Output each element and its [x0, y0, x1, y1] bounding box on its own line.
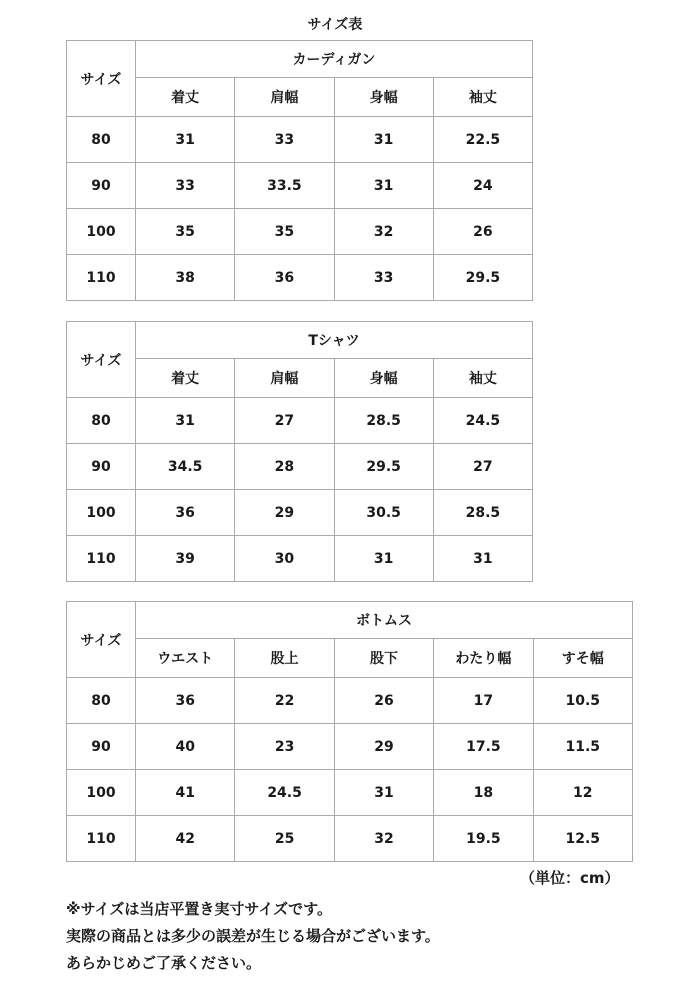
table-cell: 26: [433, 209, 532, 255]
table-header-row: [67, 322, 533, 359]
table-cell: 17.5: [434, 724, 533, 770]
table-cell: 33.5: [235, 163, 334, 209]
table-cell: 29.5: [334, 444, 433, 490]
size-column-header: サイズ: [67, 322, 136, 398]
table-row: [67, 163, 533, 209]
measurement-header-row: [67, 359, 533, 398]
note-line: 実際の商品とは多少の誤差が生じる場合がございます。: [66, 927, 440, 945]
table-cell: 30.5: [334, 490, 433, 536]
table-cell: 11.5: [533, 724, 632, 770]
tshirt-size-table: [66, 321, 533, 582]
table-row: [67, 255, 533, 301]
product-name-header: ボトムス: [136, 602, 633, 639]
table-cell: 24: [433, 163, 532, 209]
column-header: 着丈: [136, 359, 235, 398]
size-cell: 100: [67, 209, 136, 255]
table-cell: 35: [136, 209, 235, 255]
size-cell: 80: [67, 398, 136, 444]
table-cell: 33: [136, 163, 235, 209]
table-row: [67, 117, 533, 163]
table-cell: 12.5: [533, 816, 632, 862]
product-name-header: カーディガン: [136, 41, 533, 78]
table-cell: 23: [235, 724, 334, 770]
unit-note: （単位：cm）: [520, 869, 620, 887]
table-cell: 33: [334, 255, 433, 301]
column-header: 股上: [235, 639, 334, 678]
table-cell: 31: [334, 117, 433, 163]
size-cell: 80: [67, 117, 136, 163]
table-row: [67, 444, 533, 490]
size-cell: 100: [67, 770, 136, 816]
table-cell: 30: [235, 536, 334, 582]
table-row: [67, 816, 633, 862]
table-cell: 27: [235, 398, 334, 444]
table-cell: 32: [334, 209, 433, 255]
table-cell: 28.5: [334, 398, 433, 444]
table-cell: 40: [136, 724, 235, 770]
table-cell: 22.5: [433, 117, 532, 163]
column-header: 着丈: [136, 78, 235, 117]
table-cell: 24.5: [433, 398, 532, 444]
size-cell: 110: [67, 816, 136, 862]
table-cell: 36: [136, 490, 235, 536]
table-cell: 12: [533, 770, 632, 816]
column-header: 肩幅: [235, 359, 334, 398]
column-header: わたり幅: [434, 639, 533, 678]
note-line: ※サイズは当店平置き実寸サイズです。: [66, 900, 332, 918]
table-cell: 31: [334, 770, 433, 816]
table-cell: 31: [136, 117, 235, 163]
page-title: サイズ表: [307, 17, 363, 33]
size-cell: 110: [67, 536, 136, 582]
column-header: 肩幅: [235, 78, 334, 117]
table-cell: 33: [235, 117, 334, 163]
table-row: [67, 209, 533, 255]
table-cell: 18: [434, 770, 533, 816]
size-cell: 90: [67, 724, 136, 770]
table-cell: 35: [235, 209, 334, 255]
table-cell: 38: [136, 255, 235, 301]
bottoms-size-table: [66, 601, 633, 862]
table-cell: 39: [136, 536, 235, 582]
table-cell: 24.5: [235, 770, 334, 816]
column-header: 身幅: [334, 359, 433, 398]
size-column-header: サイズ: [67, 602, 136, 678]
table-cell: 32: [334, 816, 433, 862]
table-cell: 19.5: [434, 816, 533, 862]
column-header: 袖丈: [433, 78, 532, 117]
table-row: [67, 724, 633, 770]
column-header: 股下: [334, 639, 433, 678]
table-cell: 31: [433, 536, 532, 582]
table-header-row: [67, 602, 633, 639]
product-name-header: Tシャツ: [136, 322, 533, 359]
column-header: ウエスト: [136, 639, 235, 678]
table-cell: 29: [235, 490, 334, 536]
table-cell: 31: [334, 163, 433, 209]
note-line: あらかじめご了承ください。: [66, 954, 262, 972]
column-header: 袖丈: [433, 359, 532, 398]
table-row: [67, 678, 633, 724]
table-cell: 42: [136, 816, 235, 862]
size-cell: 90: [67, 444, 136, 490]
table-cell: 10.5: [533, 678, 632, 724]
table-cell: 29: [334, 724, 433, 770]
table-cell: 31: [136, 398, 235, 444]
notes-block: [66, 896, 440, 977]
size-cell: 100: [67, 490, 136, 536]
table-cell: 28.5: [433, 490, 532, 536]
measurement-header-row: [67, 78, 533, 117]
table-cell: 41: [136, 770, 235, 816]
column-header: すそ幅: [533, 639, 632, 678]
table-row: [67, 490, 533, 536]
table-cell: 34.5: [136, 444, 235, 490]
table-cell: 29.5: [433, 255, 532, 301]
table-row: [67, 398, 533, 444]
column-header: 身幅: [334, 78, 433, 117]
size-cell: 90: [67, 163, 136, 209]
size-cell: 80: [67, 678, 136, 724]
table-cell: 22: [235, 678, 334, 724]
table-cell: 28: [235, 444, 334, 490]
cardigan-size-table: [66, 40, 533, 301]
table-cell: 36: [136, 678, 235, 724]
size-cell: 110: [67, 255, 136, 301]
table-cell: 25: [235, 816, 334, 862]
table-cell: 31: [334, 536, 433, 582]
table-cell: 17: [434, 678, 533, 724]
size-column-header: サイズ: [67, 41, 136, 117]
table-cell: 26: [334, 678, 433, 724]
table-row: [67, 536, 533, 582]
measurement-header-row: [67, 639, 633, 678]
table-cell: 27: [433, 444, 532, 490]
table-cell: 36: [235, 255, 334, 301]
table-header-row: [67, 41, 533, 78]
table-row: [67, 770, 633, 816]
